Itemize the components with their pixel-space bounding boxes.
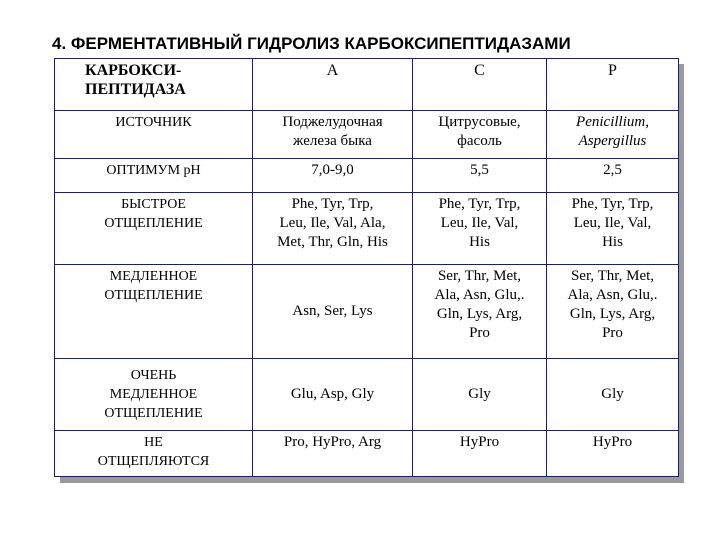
cell-line: Phe, Tyr, Trp,: [571, 196, 654, 212]
cell-line: Gly: [601, 386, 624, 402]
cell-line: Aspergillus: [578, 133, 647, 149]
table-cell: [547, 159, 679, 193]
row-label: [55, 193, 253, 265]
row-label-line: БЫСТРОЕ: [121, 197, 186, 212]
table-cell: [253, 111, 413, 159]
header-col-a: A: [253, 59, 413, 111]
cell-line: HyPro: [592, 434, 633, 450]
cell-line: Leu, Ile, Val, Ala,: [279, 215, 386, 231]
row-label-line: МЕДЛЕННОЕ: [109, 269, 198, 284]
cell-line: железа быка: [293, 133, 372, 149]
row-label: [55, 359, 253, 431]
header-label-cell: [55, 59, 253, 111]
carboxypeptidase-table: [54, 58, 679, 477]
page-title: 4. ФЕРМЕНТАТИВНЫЙ ГИДРОЛИЗ КАРБОКСИПЕПТИДАЗАМИ: [52, 34, 571, 53]
row-label: [55, 111, 253, 159]
cell-line: Gln, Lys, Arg,: [436, 306, 523, 322]
header-label-line: ПЕПТИДАЗА: [85, 81, 186, 98]
row-label-line: ОПТИМУМ pH: [106, 163, 201, 178]
cell-line: HyPro: [459, 434, 500, 450]
cell-line: Glu, Asp, Gly: [290, 386, 375, 402]
cell-line: Ala, Asn, Glu,.: [567, 287, 658, 303]
table-cell: [413, 111, 547, 159]
table-row-very-slow-cleavage: [55, 359, 679, 431]
cell-line: His: [469, 234, 490, 250]
header-label-line: КАРБОКСИ-: [85, 62, 182, 79]
row-label: [55, 431, 253, 477]
table-row-slow-cleavage: [55, 265, 679, 359]
table-cell: [547, 431, 679, 477]
table-cell: [413, 359, 547, 431]
header-col-p: P: [547, 59, 679, 111]
table-cell: [413, 431, 547, 477]
cell-line: Ser, Thr, Met,: [437, 268, 522, 284]
table-cell: [413, 159, 547, 193]
cell-line: Pro, HyPro, Arg: [283, 434, 382, 450]
cell-line: Цитрусовые,: [438, 114, 521, 130]
table-row-fast-cleavage: [55, 193, 679, 265]
row-label-line: ОТЩЕПЛЯЮТСЯ: [97, 454, 210, 469]
cell-line: Leu, Ile, Val,: [573, 215, 652, 231]
table-cell: [253, 359, 413, 431]
row-label: [55, 265, 253, 359]
enzyme-table-container: [54, 58, 678, 477]
cell-line: His: [602, 234, 623, 250]
cell-line: Ala, Asn, Glu,.: [434, 287, 525, 303]
table-row-source: [55, 111, 679, 159]
row-label-line: ИСТОЧНИК: [115, 115, 192, 130]
cell-line: Leu, Ile, Val,: [440, 215, 519, 231]
table-cell: [413, 193, 547, 265]
cell-line: Met, Thr, Gln, His: [277, 234, 388, 250]
cell-line: 5,5: [470, 162, 489, 178]
row-label-line: МЕДЛЕННОЕ: [109, 387, 198, 402]
table-cell: [253, 265, 413, 359]
row-label: [55, 159, 253, 193]
table-cell: [413, 265, 547, 359]
table-cell: [547, 111, 679, 159]
row-label-line: ОТЩЕПЛЕНИЕ: [104, 406, 203, 421]
cell-line: Gln, Lys, Arg,: [569, 306, 656, 322]
header-col-c: C: [413, 59, 547, 111]
row-label-line: ОЧЕНЬ: [130, 368, 177, 383]
row-label-line: ОТЩЕПЛЕНИЕ: [104, 288, 203, 303]
cell-line: Gly: [468, 386, 491, 402]
cell-line: Phe, Tyr, Trp,: [291, 196, 374, 212]
cell-line: Phe, Tyr, Trp,: [438, 196, 521, 212]
cell-line: фасоль: [457, 133, 502, 149]
cell-line: Pro: [602, 325, 623, 341]
cell-line: Pro: [469, 325, 490, 341]
cell-line: Ser, Thr, Met,: [570, 268, 655, 284]
row-label-line: ОТЩЕПЛЕНИЕ: [104, 216, 203, 231]
table-row-optimum-ph: [55, 159, 679, 193]
cell-line: 7,0-9,0: [311, 162, 354, 178]
table-cell: [253, 431, 413, 477]
cell-line: Penicillium,: [576, 114, 649, 130]
table-row-not-cleaved: [55, 431, 679, 477]
cell-line: Поджелудочная: [282, 114, 383, 130]
cell-line: 2,5: [603, 162, 622, 178]
table-cell: [253, 159, 413, 193]
table-cell: [547, 359, 679, 431]
table-cell: [547, 265, 679, 359]
cell-line: Asn, Ser, Lys: [292, 303, 373, 319]
row-label-line: НЕ: [144, 435, 163, 450]
table-cell: [253, 193, 413, 265]
table-header-row: [55, 59, 679, 111]
table-cell: [547, 193, 679, 265]
